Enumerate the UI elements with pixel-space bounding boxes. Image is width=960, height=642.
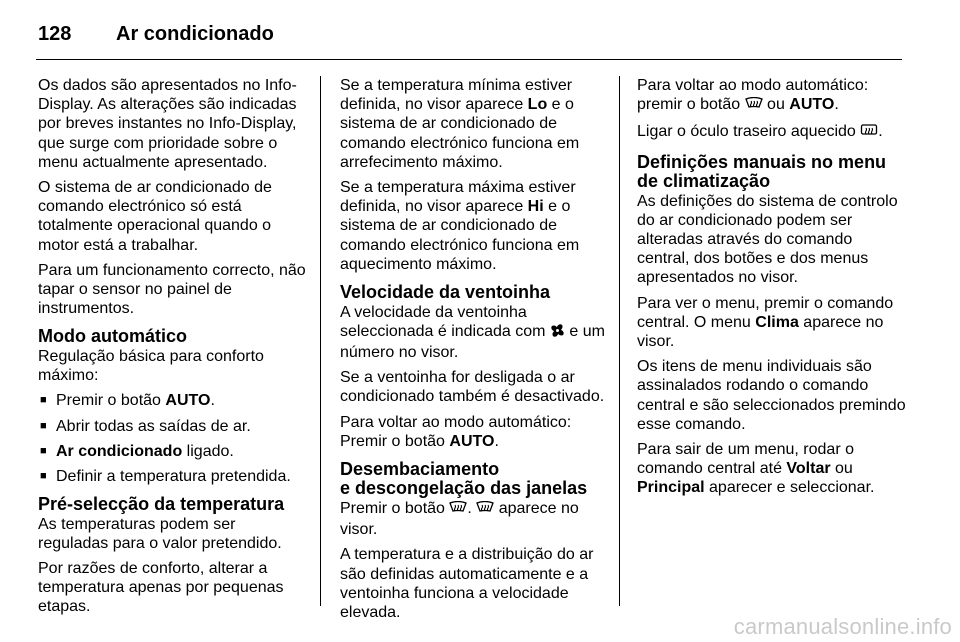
paragraph: A temperatura e a distribuição do ar são definidas automaticamente e a ventoinha funciona a velocidade elevada. [340,546,594,621]
list-text: Definir a temperatura pretendida. [56,467,291,485]
button-label-auto: AUTO [789,96,835,114]
paragraph: Se a ventoinha for desligada o ar condicionado também é desactivado. [340,369,605,406]
button-label-auto: AUTO [449,432,495,450]
menu-label-principal: Principal [637,479,705,497]
list-text: Abrir todas as saídas de ar. [56,417,251,435]
list-text: ligado. [182,442,234,460]
display-label-hi: Hi [527,198,544,216]
section-heading-auto-mode: Modo automático [38,326,187,347]
menu-label-ar-condicionado: Ar condicionado [56,442,183,460]
page-title: Ar condicionado [116,22,274,45]
paragraph: As definições do sistema de controlo do ar condicionado podem ser alteradas através do comando central, dos botões e dos menus apresentados no visor. [637,192,898,287]
paragraph: As temperaturas podem ser reguladas para o valor pretendido. [38,515,282,552]
windscreen-defrost-icon [449,501,467,520]
list-item [38,391,308,410]
section-heading-fan-speed: Velocidade da ventoinha [340,282,551,303]
list-item [38,417,308,436]
column-divider-2 [619,76,620,606]
list-item [38,467,308,486]
square-bullet-icon: ■ [40,394,47,407]
windscreen-defrost-icon [476,501,494,520]
paragraph: Ligar o óculo traseiro aquecido . [637,122,907,143]
section-heading-manual-settings: Definições manuais no menu de climatização [637,151,887,192]
column-3 [637,76,907,504]
square-bullet-icon: ■ [40,444,47,457]
paragraph: Se a temperatura máxima estiver definida, no visor aparece Hi e o sistema de ar condicionado de comando electrónico funciona em aquecimento máximo. [340,179,580,273]
watermark: carmanualsonline.info [733,614,952,639]
menu-label-voltar: Voltar [786,460,831,478]
column-1 [38,76,308,623]
list-text: . [210,392,215,410]
paragraph: Para um funcionamento correcto, não tapar o sensor no painel de instrumentos. [38,261,306,318]
header-rule [36,59,902,60]
paragraph: Os itens de menu individuais são assinalados rodando o comando central e são seleccionados premindo esse comando. [637,358,906,433]
column-2 [340,76,610,628]
display-label-lo: Lo [527,96,548,114]
paragraph: A velocidade da ventoinha seleccionada é indicada com e um número no visor. [340,303,605,361]
paragraph: Se a temperatura mínima estiver definida, no visor aparece Lo e o sistema de ar condicionado de comando electrónico funciona em arrefecimento máximo. [340,77,580,171]
paragraph: O sistema de ar condicionado de comando electrónico só está totalmente operacional quando o motor está a trabalhar. [38,179,272,254]
menu-label-clima: Clima [755,313,799,331]
windscreen-defrost-icon [745,97,763,116]
square-bullet-icon: ■ [40,469,47,482]
paragraph: Regulação básica para conforto máximo: [38,347,264,385]
paragraph: Premir o botão . aparece no visor. [340,499,579,539]
page-number: 128 [38,22,72,45]
page-header [38,14,274,54]
square-bullet-icon: ■ [40,419,47,432]
column-divider-1 [320,76,321,606]
paragraph: Os dados são apresentados no Info-Display. As alterações são indicadas por breves instantes no Info-Display, que surge com prioridade sobre o menu actualmente apresentado. [38,77,297,171]
paragraph: Para ver o menu, premir o comando central. O menu Clima aparece no visor. [637,294,894,351]
section-heading-defrost: Desembaciamento e descongelação das janelas [340,458,588,499]
paragraph: Por razões de conforto, alterar a temperatura apenas por pequenas etapas. [38,560,284,616]
rear-window-defrost-icon [860,124,878,143]
paragraph: Para voltar ao modo automático: premir o botão ou AUTO. [637,76,907,116]
paragraph: Para voltar ao modo automático: Premir o botão AUTO. [340,413,572,450]
list-item [38,442,308,461]
fan-icon [550,323,565,343]
section-heading-temperature-preselection: Pré-selecção da temperatura [38,494,285,515]
button-label-auto: AUTO [165,392,211,410]
list-text: Premir o botão [56,392,166,410]
paragraph: Para sair de um menu, rodar o comando central até Voltar ou Principal aparecer e seleccionar. [637,441,875,497]
